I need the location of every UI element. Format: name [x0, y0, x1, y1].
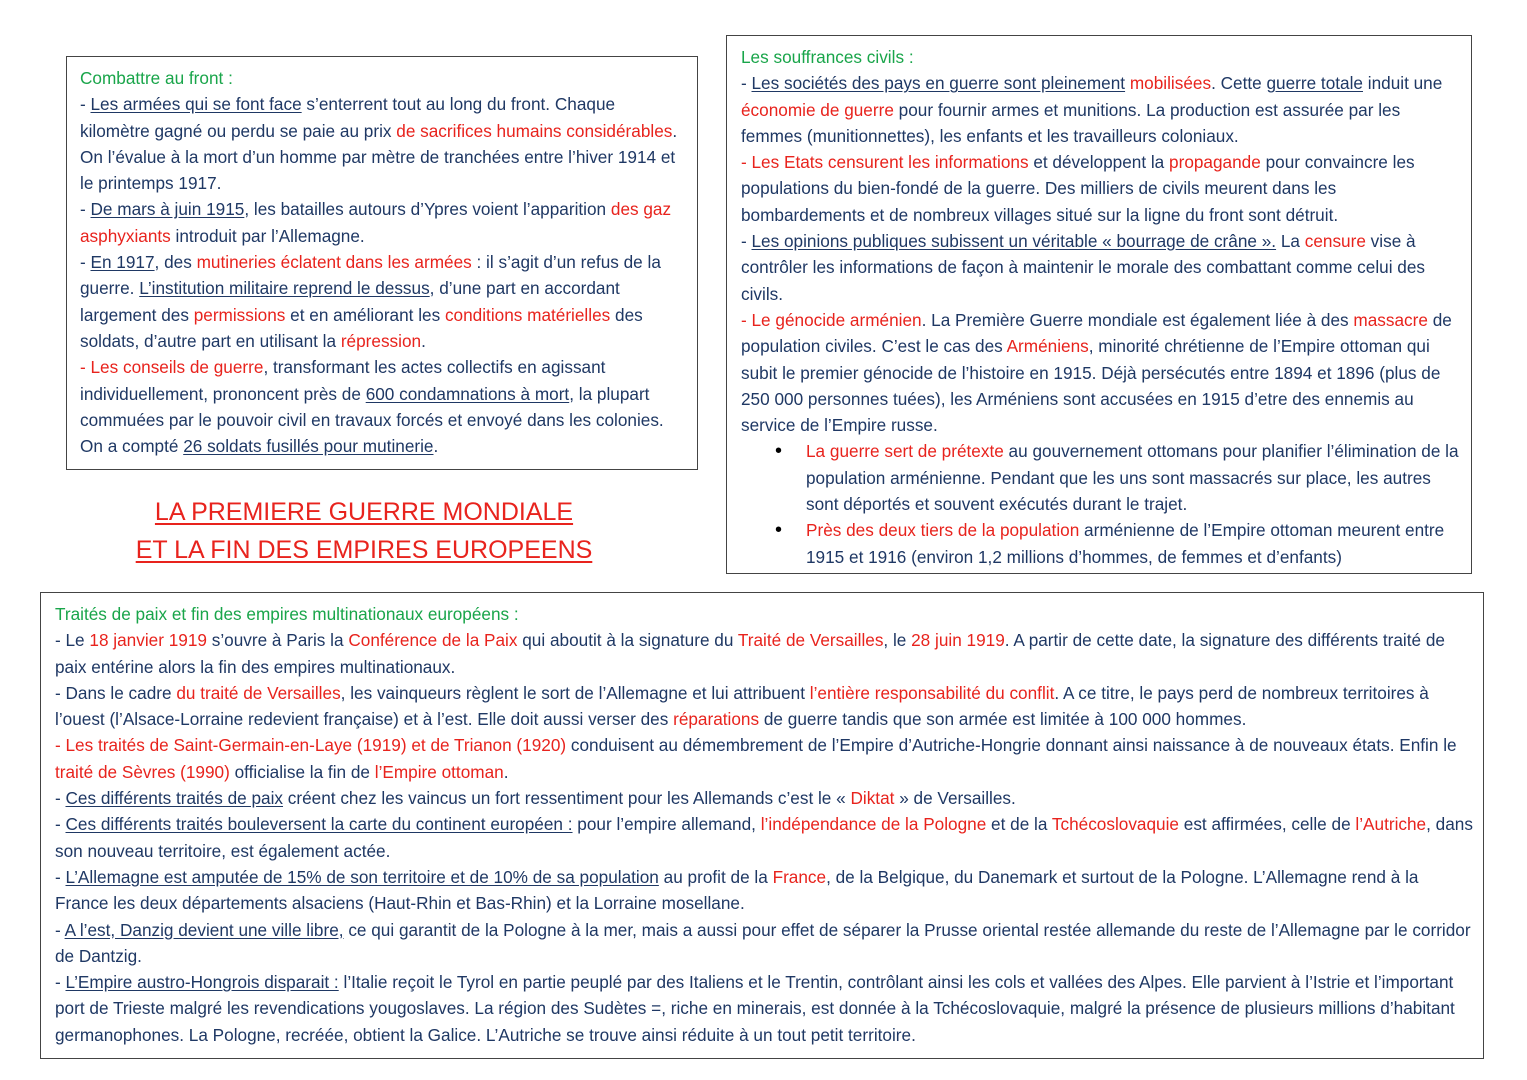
civils-paragraph-1: - Les sociétés des pays en guerre sont pleinement mobilisées. Cette guerre totale induit une économie de guerre pour fournir armes et munitions. La production est assurée par les femmes (munitionnettes), les enfants et les travailleurs coloniaux.	[741, 73, 1443, 146]
page-title: LA PREMIERE GUERRE MONDIALE ET LA FIN DES EMPIRES EUROPEENS	[135, 498, 593, 564]
traites-paragraph-4: - Ces différents traités de paix créent chez les vaincus un fort ressentiment pour les Allemands c’est le « Diktat » de Versailles.	[55, 788, 1016, 809]
traites-paragraph-3: - Les traités de Saint-Germain-en-Laye (1919) et de Trianon (1920) conduisent au démembrement de l’Empire d’Autriche-Hongrie donnant ainsi naissance à de nouveaux états. Enfin le traité de Sèvres (1990) officialise la fin de l’Empire ottoman.	[55, 735, 1457, 782]
civils-box	[726, 35, 1472, 574]
traites-heading: Traités de paix et fin des empires multinationaux européens :	[55, 604, 519, 624]
civils-heading: Les souffrances civils :	[741, 47, 914, 67]
front-paragraph-1: - Les armées qui se font face s’enterrent tout au long du front. Chaque kilomètre gagné ou perdu se paie au prix de sacrifices humains considérables. On l’évalue à la mort d’un homme par mètre de tranchées entre l’hiver 1914 et le printemps 1917.	[80, 94, 678, 194]
traites-paragraph-8: - L’Empire austro-Hongrois disparait : l’Italie reçoit le Tyrol en partie peuplé par des Italiens et le Trentin, contrôlant ainsi les cols et vallées des Alpes. Elle parvient à l’Istrie et l’important port de Trieste malgré les revendications yougoslaves. La région des Sudètes =, riche en minerais, est donnée à la Tchécoslovaquie, malgré la présence de plusieurs millions d’habitant germanophones. La Pologne, recréée, obtient la Galice. L’Autriche se trouve ainsi réduite à un tout petit territoire.	[55, 972, 1455, 1045]
front-paragraph-3: - En 1917, des mutineries éclatent dans les armées : il s’agit d’un refus de la guerre. L’institution militaire reprend le dessus, d’une part en accordant largement des permissions et en améliorant les conditions matérielles des soldats, d’autre part en utilisant la répression.	[80, 252, 661, 351]
traites-paragraph-7: - A l’est, Danzig devient une ville libre, ce qui garantit de la Pologne à la mer, mais a aussi pour effet de séparer la Prusse oriental restée allemande du reste de l’Allemagne par le corridor de Dantzig.	[55, 919, 1471, 966]
traites-paragraph-2: - Dans le cadre du traité de Versailles, les vainqueurs règlent le sort de l’Allemagne et lui attribuent l’entière responsabilité du conflit. A ce titre, le pays perd de nombreux territoires à l’ouest (l’Alsace-Lorraine redevient française) et à l’est. Elle doit aussi verser des réparations de guerre tandis que son armée est limitée à 100 000 hommes.	[55, 682, 1429, 730]
front-paragraph-4: - Les conseils de guerre, transformant les actes collectifs en agissant individuellement, prononcent près de 600 condamnations à mort, la plupart commuées par le pouvoir civil en travaux forcés et envoyé dans les colonies. On a compté 26 soldats fusillés pour mutinerie.	[80, 357, 664, 457]
civils-paragraph-4: - Le génocide arménien. La Première Guerre mondiale est également liée à des massacre de population civiles. C’est le cas des Arméniens, minorité chrétienne de l’Empire ottoman qui subit le premier génocide de l’histoire en 1915. Déjà persécutés entre 1894 et 1896 (plus de 250 000 personnes tuées), les Arméniens sont accusées en 1915 d’etre des ennemis au service de l’Empire russe.	[741, 309, 1452, 436]
front-box	[66, 56, 698, 470]
traites-paragraph-1: - Le 18 janvier 1919 s’ouvre à Paris la Conférence de la Paix qui aboutit à la signature du Traité de Versailles, le 28 juin 1919. A partir de cette date, la signature des différents traité de paix entérine alors la fin des empires multinationaux.	[55, 630, 1445, 677]
civils-paragraph-3: - Les opinions publiques subissent un véritable « bourrage de crâne ». La censure vise à contrôler les informations de façon à maintenir le morale des combattant comme celui des civils.	[741, 231, 1426, 304]
front-paragraph-2: - De mars à juin 1915, les batailles autours d’Ypres voient l’apparition des gaz asphyxiants introduit par l’Allemagne.	[80, 199, 672, 246]
traites-paragraph-5: - Ces différents traités bouleversent la carte du continent européen : pour l’empire allemand, l’indépendance de la Pologne et de la Tchécoslovaquie est affirmées, celle de l’Autriche, dans son nouveau territoire, est également actée.	[55, 814, 1473, 861]
list-item: • Près des deux tiers de la population arménienne de l’Empire ottoman meurent entre 1915 et 1916 (environ 1,2 millions d’hommes, de femmes et d’enfants)	[806, 517, 1461, 570]
front-heading: Combattre au front :	[80, 68, 233, 88]
list-item: • La guerre sert de prétexte au gouvernement ottomans pour planifier l’élimination de la population arménienne. Pendant que les uns sont massacrés sur place, les autres sont déportés et souvent exécutés durant le trajet.	[806, 438, 1461, 517]
traites-box	[40, 592, 1484, 1059]
genocide-bullet-list	[741, 438, 1461, 569]
traites-paragraph-6: - L’Allemagne est amputée de 15% de son territoire et de 10% de sa population au profit de la France, de la Belgique, du Danemark et surtout de la Pologne. L’Allemagne rend à la France les deux départements alsaciens (Haut-Rhin et Bas-Rhin) et la Lorraine mosellane.	[55, 866, 1419, 914]
civils-paragraph-2: - Les Etats censurent les informations et développent la propagande pour convaincre les populations du bien-fondé de la guerre. Des milliers de civils meurent dans les bombardements et de nombreux villages situé sur la ligne du front sont détruit.	[741, 152, 1415, 225]
